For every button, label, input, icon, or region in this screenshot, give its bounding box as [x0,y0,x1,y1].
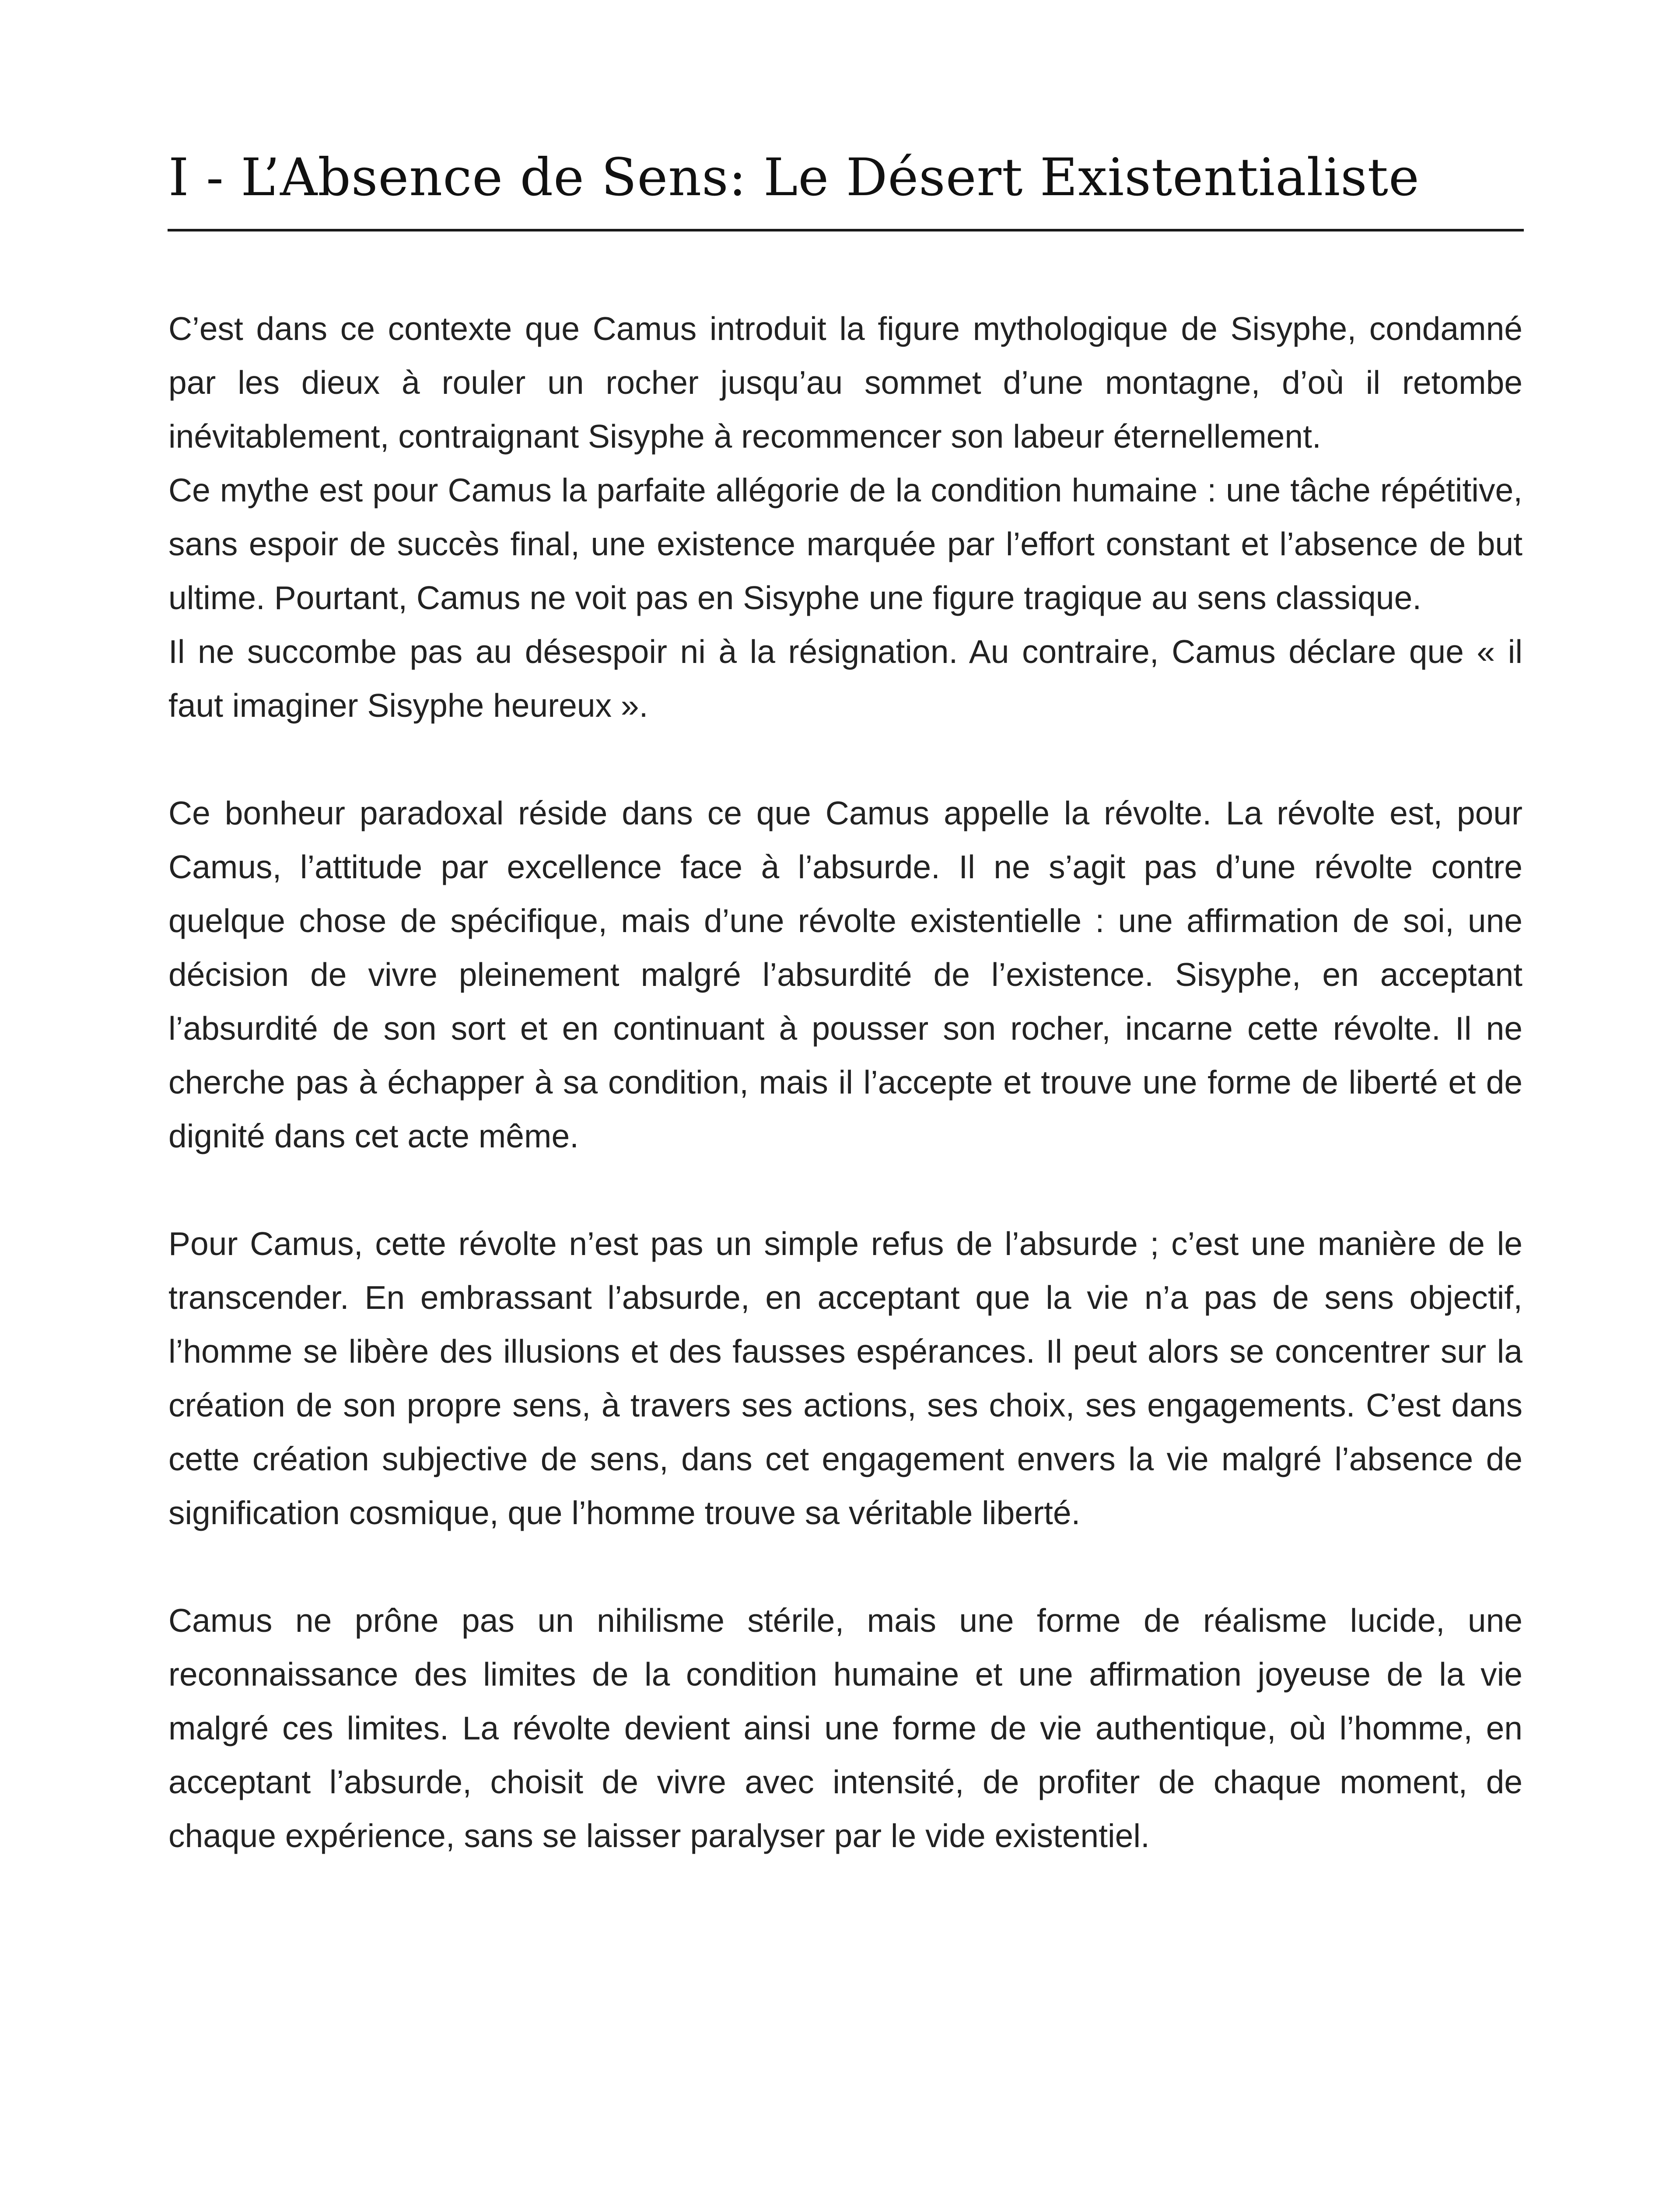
paragraph: Ce mythe est pour Camus la parfaite allégorie de la condition humaine : une tâche répétitive, sans espoir de succès final, une existence marquée par l’effort constant et l’absence de but ultime. Pourtant, Camus ne voit pas en Sisyphe une figure tragique au sens classique. [168,472,1522,616]
body-text [168,302,1522,1863]
title-divider [168,229,1524,231]
paragraph: C’est dans ce contexte que Camus introduit la figure mythologique de Sisyphe, condamné par les dieux à rouler un rocher jusqu’au sommet d’une montagne, d’où il retombe inévitablement, contraignant Sisyphe à recommencer son labeur éternellement. [168,310,1522,455]
chapter-title: I - L’Absence de Sens: Le Désert Existentialiste [168,147,1420,207]
paragraph: Pour Camus, cette révolte n’est pas un simple refus de l’absurde ; c’est une manière de le transcender. En embrassant l’absurde, en acceptant que la vie n’a pas de sens objectif, l’homme se libère des illusions et des fausses espérances. Il peut alors se concentrer sur la création de son propre sens, à travers ses actions, ses choix, ses engagements. C’est dans cette création subjective de sens, dans cet engagement envers la vie malgré l’absence de signification cosmique, que l’homme trouve sa véritable liberté. [168,1225,1522,1531]
paragraph: Ce bonheur paradoxal réside dans ce que Camus appelle la révolte. La révolte est, pour Camus, l’attitude par excellence face à l’absurde. Il ne s’agit pas d’une révolte contre quelque chose de spécifique, mais d’une révolte existentielle : une affirmation de soi, une décision de vivre pleinement malgré l’absurdité de l’existence. Sisyphe, en acceptant l’absurdité de son sort et en continuant à pousser son rocher, incarne cette révolte. Il ne cherche pas à échapper à sa condition, mais il l’accepte et trouve une forme de liberté et de dignité dans cet acte même. [168,795,1522,1154]
paragraph: Camus ne prône pas un nihilisme stérile, mais une forme de réalisme lucide, une reconnaissance des limites de la condition humaine et une affirmation joyeuse de la vie malgré ces limites. La révolte devient ainsi une forme de vie authentique, où l’homme, en acceptant l’absurde, choisit de vivre avec intensité, de profiter de chaque moment, de chaque expérience, sans se laisser paralyser par le vide existentiel. [168,1602,1522,1854]
paragraph: Il ne succombe pas au désespoir ni à la résignation. Au contraire, Camus déclare que « il faut imaginer Sisyphe heureux ». [168,633,1522,724]
